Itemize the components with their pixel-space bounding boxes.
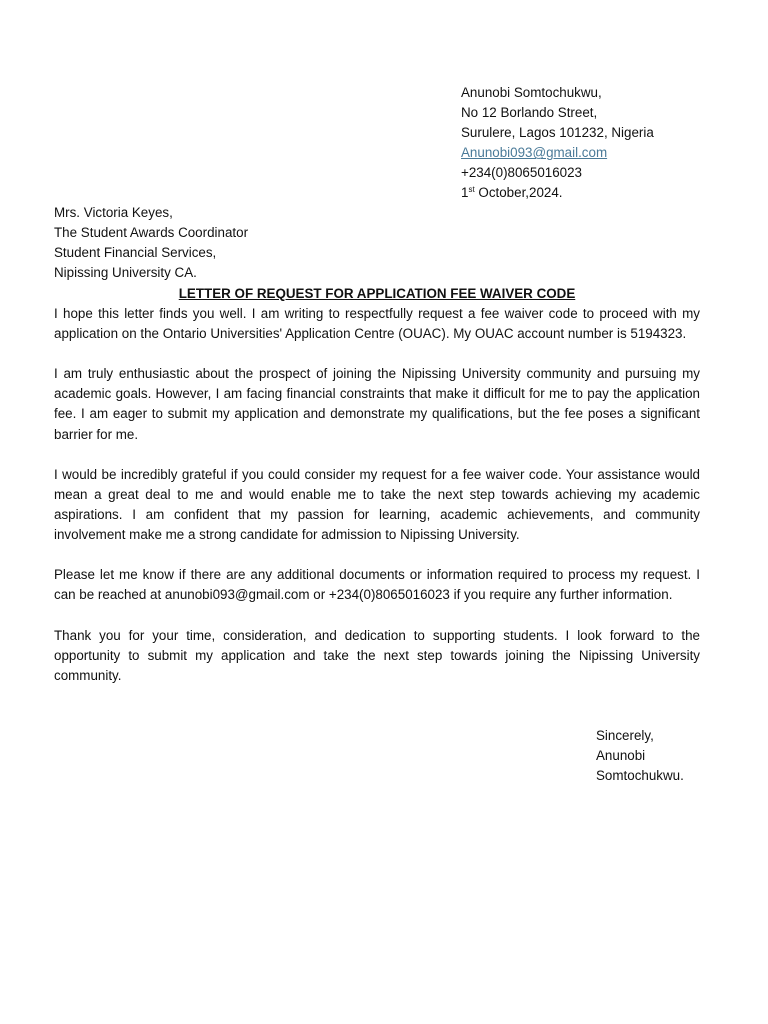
sender-address-line1: No 12 Borlando Street, xyxy=(461,105,598,121)
body-paragraph-2: I am truly enthusiastic about the prospect of joining the Nipissing University community and pursuing my academic goals. However, I am facing financial constraints that make it difficult for me to pay the application fee. I am eager to submit my application and demonstrate my qualifications, but the fee poses a significant barrier for me. xyxy=(54,366,700,442)
date-day: 1 xyxy=(461,185,469,201)
date-rest: October,2024. xyxy=(474,185,563,201)
date-suffix: st xyxy=(468,185,475,195)
letter-body xyxy=(54,304,700,686)
sender-email-link[interactable]: Anunobi093@gmail.com xyxy=(461,145,608,161)
signature-line-2: Somtochukwu. xyxy=(596,768,684,784)
closing-block xyxy=(596,726,746,786)
sender-phone: +234(0)8065016023 xyxy=(461,165,582,181)
sender-address-block xyxy=(461,83,751,204)
recipient-institution: Nipissing University CA. xyxy=(54,265,197,281)
body-paragraph-4: Please let me know if there are any additional documents or information required to process my request. I can be reached at anunobi093@gmail.com or +234(0)8065016023 if you require any further information. xyxy=(54,567,700,603)
recipient-address-block xyxy=(54,203,454,283)
sender-address-line2: Surulere, Lagos 101232, Nigeria xyxy=(461,125,654,141)
signature-line-1: Anunobi xyxy=(596,748,646,764)
recipient-name: Mrs. Victoria Keyes, xyxy=(54,205,173,220)
body-paragraph-1: I hope this letter finds you well. I am writing to respectfully request a fee waiver code to proceed with my application on the Ontario Universities' Application Centre (OUAC). My OUAC account number is 5194323. xyxy=(54,306,700,342)
letter-date xyxy=(461,183,751,203)
letter-subject: LETTER OF REQUEST FOR APPLICATION FEE WAIVER CODE xyxy=(178,286,576,301)
recipient-title: The Student Awards Coordinator xyxy=(54,225,249,241)
closing-salutation: Sincerely, xyxy=(596,728,654,743)
recipient-department: Student Financial Services, xyxy=(54,245,217,261)
sender-name: Anunobi Somtochukwu, xyxy=(461,85,602,100)
body-paragraph-5: Thank you for your time, consideration, and dedication to supporting students. I look forward to the opportunity to submit my application and take the next step towards joining the Nipissing University community. xyxy=(54,627,700,683)
sender-email-line xyxy=(461,143,751,163)
body-paragraph-3: I would be incredibly grateful if you could consider my request for a fee waiver code. Your assistance would mean a great deal to me and would enable me to take the next step towards achieving my academic aspirations. I am confident that my passion for learning, academic achievements, and community involvement make me a strong candidate for admission to Nipissing University. xyxy=(54,466,700,543)
